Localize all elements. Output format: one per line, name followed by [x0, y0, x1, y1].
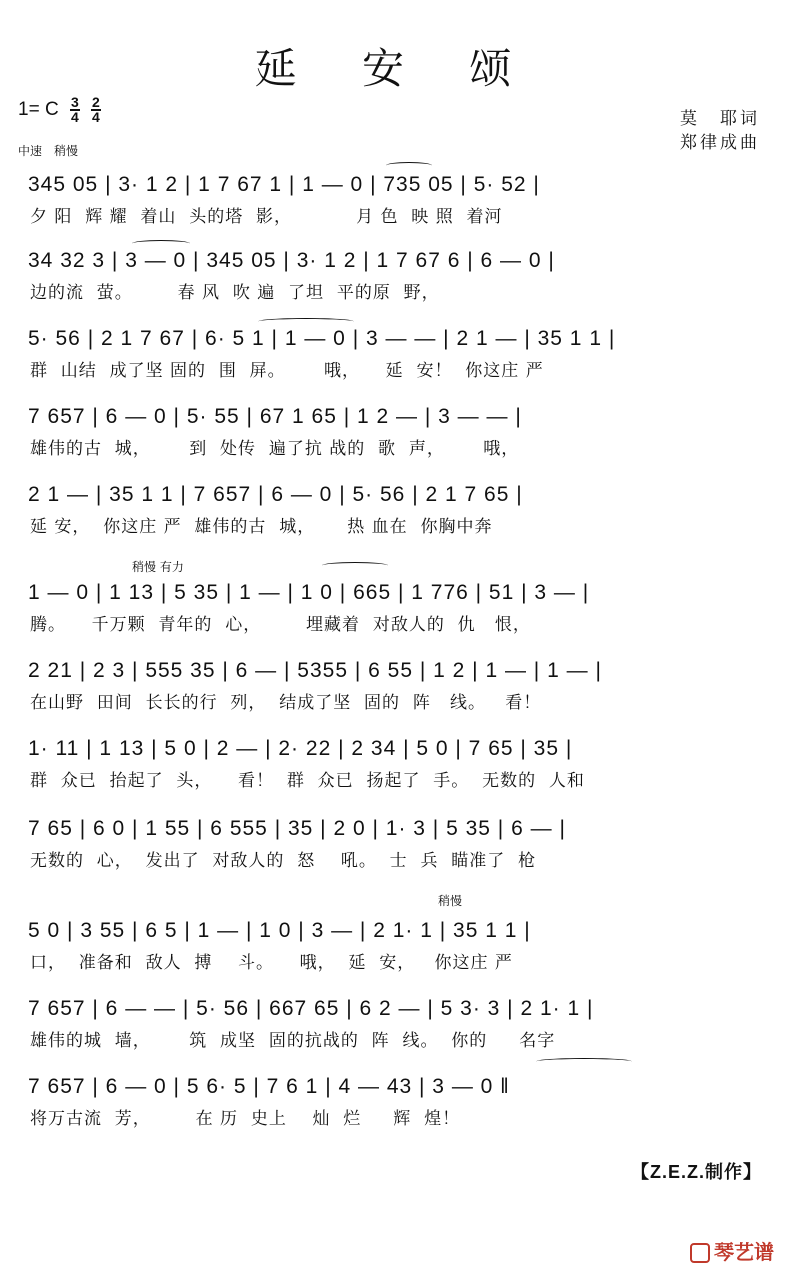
- logo-icon: [690, 1243, 710, 1263]
- lyric-line-8: 群 众已 抬起了 头， 看！ 群 众已 扬起了 手。 无数的 人和: [30, 771, 585, 791]
- time-signature-1: [70, 96, 80, 124]
- notes-line-6: 1 — 0 | 1 13 | 5 35 | 1 — | 1 0 | 665 | 1 776 | 51 | 3 — |: [28, 581, 590, 604]
- notes-line-1: 345 05 | 3· 1 2 | 1 7 67 1 | 1 — 0 | 735 05 | 5· 52 |: [28, 173, 540, 196]
- notes-line-2: 34 32 3 | 3 — 0 | 345 05 | 3· 1 2 | 1 7 67 6 | 6 — 0 |: [28, 249, 555, 272]
- time-sig-1-top: 3: [70, 94, 79, 110]
- lyric-line-5: 延 安， 你这庄 严 雄伟的古 城， 热 血在 你胸中奔: [30, 517, 493, 537]
- tempo-marking: 中速 稍慢: [18, 144, 79, 158]
- logo-text: 琴艺谱: [714, 1240, 774, 1264]
- notes-line-12: 7 657 | 6 — 0 | 5 6· 5 | 7 6 1 | 4 — 43 | 3 — 0 ‖: [28, 1075, 510, 1098]
- lyric-line-1: 夕 阳 辉 耀 着山 头的塔 影， 月 色 映 照 着河: [30, 207, 503, 227]
- time-signature-2: [91, 96, 101, 124]
- slur: [536, 1058, 632, 1065]
- notes-line-5: 2 1 — | 35 1 1 | 7 657 | 6 — 0 | 5· 56 | 2 1 7 65 |: [28, 483, 523, 506]
- site-logo: [690, 1236, 774, 1265]
- notes-line-3: 5· 56 | 2 1 7 67 | 6· 5 1 | 1 — 0 | 3 — — | 2 1 — | 35 1 1 |: [28, 327, 616, 350]
- time-sig-2-top: 2: [92, 94, 100, 110]
- maker-credit: 【Z.E.Z.制作】: [631, 1162, 762, 1182]
- tempo-mark-slow-strong: 稍慢 有力: [132, 560, 184, 574]
- notes-line-9: 7 65 | 6 0 | 1 55 | 6 555 | 35 | 2 0 | 1· 3 | 5 35 | 6 — |: [28, 817, 566, 840]
- lyric-line-6: 腾。 千万颗 青年的 心， 埋藏着 对敌人的 仇 恨，: [30, 615, 531, 635]
- lyric-line-3: 群 山结 成了坚 固的 围 屏。 哦， 延 安！ 你这庄 严: [30, 361, 544, 381]
- key-label: 1= C: [18, 99, 59, 121]
- lyricist-credit: 莫 耶词: [680, 109, 760, 129]
- notes-line-4: 7 657 | 6 — 0 | 5· 55 | 67 1 65 | 1 2 — | 3 — — |: [28, 405, 522, 428]
- lyric-line-12: 将万古流 芳， 在 历 史上 灿 烂 辉 煌！: [30, 1109, 461, 1129]
- notes-line-11: 7 657 | 6 — — | 5· 56 | 667 65 | 6 2 — | 5 3· 3 | 2 1· 1 |: [28, 997, 594, 1020]
- lyric-line-4: 雄伟的古 城， 到 处传 遍了抗 战的 歌 声， 哦，: [30, 439, 520, 459]
- notes-line-7: 2 21 | 2 3 | 555 35 | 6 — | 5355 | 6 55 | 1 2 | 1 — | 1 — |: [28, 659, 602, 682]
- lyric-line-11: 雄伟的城 墙， 筑 成坚 固的抗战的 阵 线。 你的 名字: [30, 1031, 556, 1051]
- time-sig-2-bottom: 4: [92, 109, 100, 125]
- notes-line-8: 1· 11 | 1 13 | 5 0 | 2 — | 2· 22 | 2 34 | 5 0 | 7 65 | 35 |: [28, 737, 573, 760]
- tempo-mark-slow: 稍慢: [438, 894, 463, 908]
- key-signature: [18, 96, 101, 124]
- lyric-line-7: 在山野 田间 长长的行 列， 结成了坚 固的 阵 线。 看！: [30, 693, 542, 713]
- slur: [386, 162, 432, 169]
- lyric-line-10: 口， 准备和 敌人 搏 斗。 哦， 延 安， 你这庄 严: [30, 953, 513, 973]
- composer-credit: 郑律成曲: [680, 133, 760, 153]
- page-title: 延 安 颂: [254, 44, 538, 93]
- time-sig-1-bottom: 4: [70, 109, 79, 125]
- slur: [258, 318, 354, 325]
- slur: [132, 240, 190, 247]
- notes-line-10: 5 0 | 3 55 | 6 5 | 1 — | 1 0 | 3 — | 2 1· 1 | 35 1 1 |: [28, 919, 531, 942]
- lyric-line-2: 边的流 萤。 春 风 吹 遍 了坦 平的原 野，: [30, 283, 440, 303]
- slur: [322, 562, 388, 569]
- lyric-line-9: 无数的 心， 发出了 对敌人的 怒 吼。 士 兵 瞄准了 枪: [30, 851, 537, 871]
